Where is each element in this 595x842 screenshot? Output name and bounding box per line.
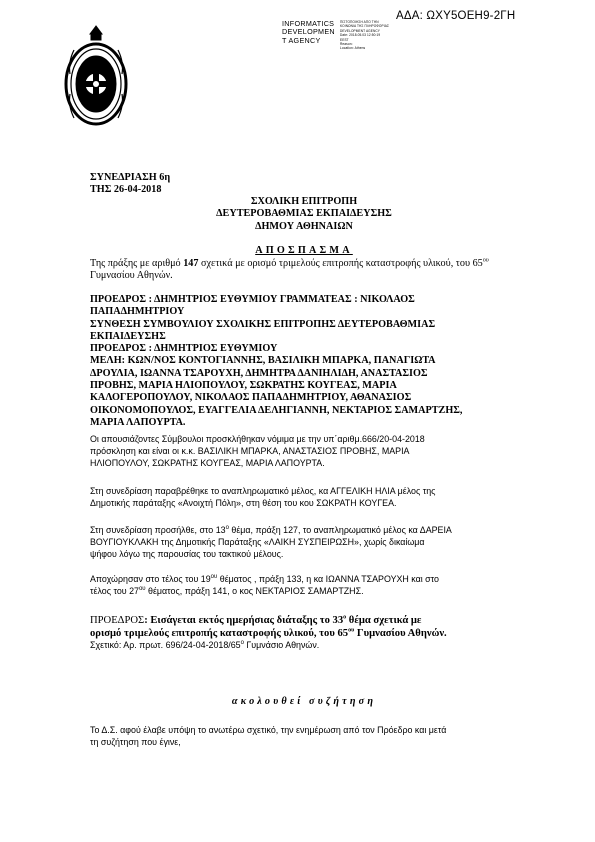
ordinal-suffix: ο <box>343 614 347 621</box>
members-line: ΠΡΟΒΗΣ, ΜΑΡΙΑ ΗΛΙΟΠΟΥΛΟΥ, ΣΩΚΡΑΤΗΣ ΚΟΥΓΕΑΣ, ΜΑΡΙΑ <box>90 380 397 392</box>
president-text: : Εισάγεται εκτός ημερήσιας διάταξης το 33 <box>144 615 344 626</box>
document-heading: ΑΠΟΣΠΑΣΜΑ <box>255 245 353 256</box>
arrival-paragraph <box>90 525 518 560</box>
members-line: ΠΡΟΕΔΡΟΣ : ΔΗΜΗΤΡΙΟΣ ΕΥΘΥΜΙΟΥ ΓΡΑΜΜΑΤΕΑΣ : ΝΙΚΟΛΑΟΣ <box>90 294 415 305</box>
committee-line: ΔΕΥΤΕΡΟΒΑΘΜΙΑΣ ΕΚΠΑΙΔΕΥΣΗΣ <box>216 208 392 220</box>
signature-line: ΠΙΣΤΟΠΟΙΗΣΗ ΑΠΟ ΤΗΝ <box>340 20 379 24</box>
members-line: ΜΕΛΗ: ΚΩΝ/ΝΟΣ ΚΟΝΤΟΓΙΑΝΝΗΣ, ΒΑΣΙΛΙΚΗ ΜΠΑΡΚΑ, ΠΑΝΑΓΙΩΤΑ <box>90 355 436 367</box>
president-text: Γυμνασίου Αθηνών. <box>354 628 447 639</box>
departure-text: Αποχώρησαν στο τέλος του 19 <box>90 574 211 584</box>
members-line: ΔΡΟΥΛΙΑ, ΙΩΑΝΝΑ ΤΣΑΡΟΥΧΗ, ΔΗΜΗΤΡΑ ΔΑΝΙΗΛΙΔΗ, ΑΝΑΣΤΑΣΙΟΣ <box>90 367 428 379</box>
members-line: ΣΥΝΘΕΣΗ ΣΥΜΒΟΥΛΙΟΥ ΣΧΟΛΙΚΗΣ ΕΠΙΤΡΟΠΗΣ ΔΕΥΤΕΡΟΒΑΘΜΙΑΣ <box>90 318 436 330</box>
substitute-line: Στη συνεδρίαση παραβρέθηκε το αναπληρωματικό μέλος, κα ΑΓΓΕΛΙΚΗ ΗΛΙΑ μέλος της <box>90 486 436 496</box>
departure-paragraph <box>90 574 518 598</box>
absent-line: πρόσκληση και είναι οι κ.κ. ΒΑΣΙΛΙΚΗ ΜΠΑΡΚΑ, ΑΝΑΣΤΑΣΙΟΣ ΠΡΟΒΗΣ, ΜΑΡΙΑ <box>90 445 410 456</box>
president-text: θέμα σχετικά με <box>346 615 422 626</box>
members-line: ΕΚΠΑΙΔΕΥΣΗΣ <box>90 330 166 342</box>
ordinal-suffix: ο <box>240 640 244 647</box>
ordinal-suffix: ου <box>138 585 146 592</box>
ordinal-suffix: ου <box>348 627 355 634</box>
departure-text: θέματος , πράξη 133, η κα ΙΩΑΝΝΑ ΤΣΑΡΟΥΧΗ και στο <box>217 574 439 584</box>
intro-paragraph <box>90 258 518 283</box>
agency-line: T AGENCY <box>282 35 321 45</box>
signature-line: Reason: <box>340 42 353 47</box>
members-line: ΟΙΚΟΝΟΜΟΠΟΥΛΟΣ, ΕΥΑΓΓΕΛΙΑ ΔΕΛΗΓΙΑΝΝΗ, ΝΕΚΤΑΡΙΟΣ ΣΑΜΑΡΤΖΗΣ, <box>90 404 463 416</box>
committee-line: ΣΧΟΛΙΚΗ ΕΠΙΤΡΟΠΗ <box>250 196 358 207</box>
absent-line: Οι απουσιάζοντες Σύμβουλοι προσκλήθηκαν νόμιμα με την υπ΄αριθμ.666/20-04-2018 <box>90 434 425 444</box>
session-info <box>90 172 170 197</box>
arrival-line <box>90 525 518 537</box>
reference-line <box>90 640 518 652</box>
agency-line: DEVELOPMEN <box>282 27 335 37</box>
members-line: ΠΑΠΑΔΗΜΗΤΡΙΟΥ <box>90 306 185 318</box>
signature-details <box>340 20 389 51</box>
agency-line: INFORMATICS <box>282 19 335 28</box>
session-number: ΣΥΝΕΔΡΙΑΣΗ 6η <box>90 172 171 183</box>
closing-line: τη συζήτηση που έγινε, <box>90 736 181 747</box>
discussion-heading: ακολουθεί συζήτηση <box>231 696 377 707</box>
signature-line: EEST <box>340 37 349 42</box>
president-line <box>90 614 518 627</box>
act-number: 147 <box>183 258 199 269</box>
intro-text: σχετικά με ορισμό τριμελούς επιτροπής καταστροφής υλικού, του 65 <box>198 258 483 269</box>
arrival-text: θέμα, πράξη 127, το αναπληρωματικό μέλος κα ΔΑΡΕΙΑ <box>228 525 452 535</box>
president-text: ορισμό τριμελούς επιτροπής καταστροφής υλικού, του 65 <box>90 628 349 639</box>
departure-line <box>90 574 518 586</box>
absent-line: ΗΛΙΟΠΟΥΛΟΥ, ΣΩΚΡΑΤΗΣ ΚΟΥΓΕΑΣ, ΜΑΡΙΑ ΛΑΠΟΥΡΤΑ. <box>90 457 325 468</box>
municipality-emblem <box>60 22 132 130</box>
session-date: ΤΗΣ 26-04-2018 <box>90 184 162 196</box>
departure-line <box>90 586 518 598</box>
ada-code: ΑΔΑ: ΩΧΥ5ΟΕΗ9-2ΓΗ <box>396 10 516 22</box>
members-line: ΚΑΛΟΓΕΡΟΠΟΥΛΟΥ, ΝΙΚΟΛΑΟΣ ΠΑΠΑΔΗΜΗΤΡΙΟΥ, ΑΘΑΝΑΣΙΟΣ <box>90 392 412 404</box>
arrival-line: ΒΟΥΓΙΟΥΚΛΑΚΗ της Δημοτικής Παράταξης «ΛΑΙΚΗ ΣΥΣΠΕΙΡΩΣΗ», χωρίς δικαίωμα <box>90 536 425 547</box>
reference-text: Γυμνάσιο Αθηνών. <box>243 640 320 650</box>
signature-line: ΚΟΙΝΩΝΙΑ ΤΗΣ ΠΛΗΡΟΦΟΡΙΑΣ <box>340 24 390 29</box>
signature-line: Location: Athens <box>340 46 366 51</box>
signature-line: Date: 2018.05.03 12:50:19 <box>340 33 381 38</box>
president-label: ΠΡΟΕΔΡΟΣ <box>90 615 145 626</box>
president-statement <box>90 614 518 652</box>
ordinal-suffix: ο <box>225 525 229 532</box>
closing-line: Το Δ.Σ. αφού έλαβε υπόψη το ανωτέρω σχετικό, την ενημέρωση από τον Πρόεδρο και μετά <box>90 725 447 735</box>
arrival-text: Στη συνεδρίαση προσήλθε, στο 13 <box>90 525 226 535</box>
intro-text: Γυμνασίου Αθηνών. <box>90 270 173 282</box>
members-line: ΠΡΟΕΔΡΟΣ : ΔΗΜΗΤΡΙΟΣ ΕΥΘΥΜΙΟΥ <box>90 343 278 355</box>
members-block <box>90 294 518 429</box>
ordinal-suffix: ου <box>210 574 218 581</box>
members-line: ΜΑΡΙΑ ΛΑΠΟΥΡΤΑ. <box>90 416 186 428</box>
substitute-paragraph <box>90 486 518 510</box>
signature-agency-name <box>282 20 335 45</box>
absent-paragraph <box>90 434 518 469</box>
substitute-line: Δημοτικής παράταξης «Ανοιχτή Πόλη», στη θέση του κου ΣΩΚΡΑΤΗ ΚΟΥΓΕΑ. <box>90 497 397 508</box>
president-line <box>90 627 518 640</box>
departure-text: τέλος του 27 <box>90 585 139 596</box>
committee-header <box>90 196 518 233</box>
intro-text: Της πράξης με αριθμό <box>90 258 184 269</box>
closing-paragraph <box>90 725 518 749</box>
arrival-line: ψήφου λόγω της παρουσίας του τακτικού μέλους. <box>90 548 284 559</box>
ordinal-suffix: ου <box>482 257 489 264</box>
reference-text: Σχετικό: Αρ. πρωτ. 696/24-04-2018/65 <box>90 640 241 650</box>
departure-text: θέματος, πράξη 141, ο κος ΝΕΚΤΑΡΙΟΣ ΣΑΜΑΡΤΖΗΣ. <box>145 585 364 596</box>
committee-line: ΔΗΜΟΥ ΑΘΗΝΑΙΩΝ <box>255 220 353 232</box>
signature-line: DEVELOPMENT AGENCY <box>340 28 381 33</box>
